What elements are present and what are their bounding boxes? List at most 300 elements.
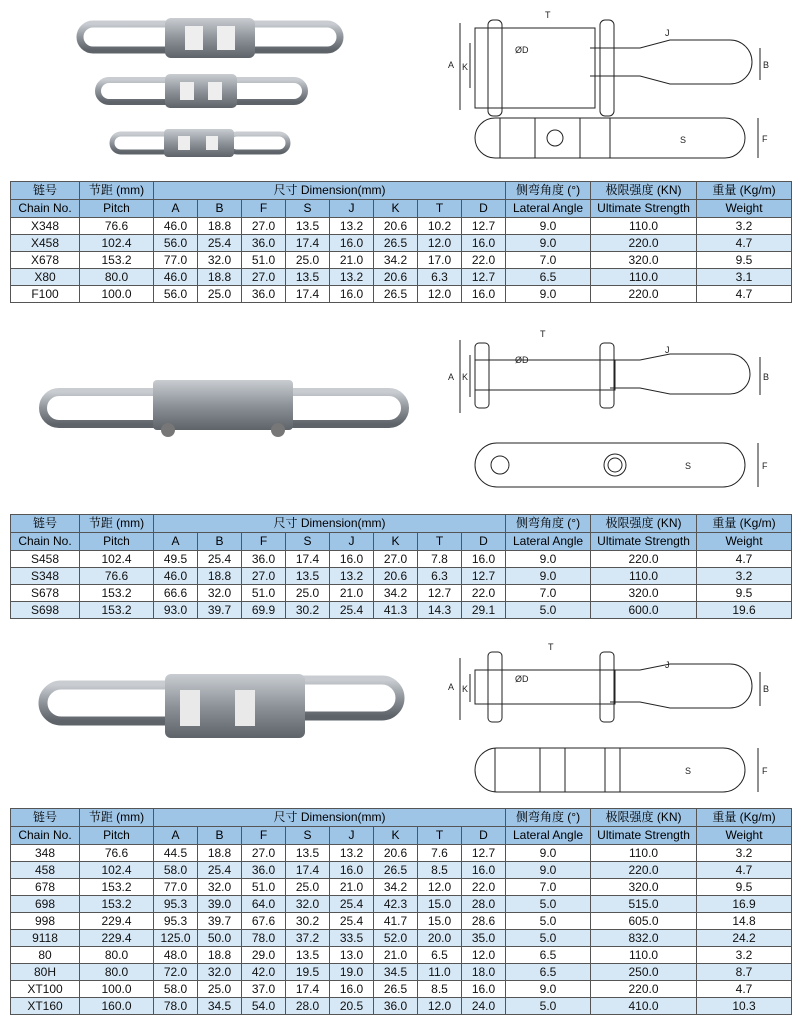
value-cell: 36.0 [242,862,286,879]
label-s: S [680,135,687,145]
value-cell: 100.0 [80,981,154,998]
value-cell: 3.2 [697,568,792,585]
header-chain-cn: 链号 [11,182,80,200]
table-row [11,551,792,568]
label-b: B [763,60,770,70]
chain-no-cell: 80 [11,947,80,964]
value-cell: 600.0 [591,602,697,619]
value-cell: 220.0 [591,981,697,998]
header-col-d: D [462,827,506,845]
value-cell: 19.0 [330,964,374,981]
value-cell: 16.0 [462,551,506,568]
header-col-f: F [242,200,286,218]
label-a: A [448,60,455,70]
value-cell: 22.0 [462,252,506,269]
value-cell: 12.7 [462,269,506,286]
label-k: K [462,62,469,72]
label-j: J [665,660,670,670]
value-cell: 5.0 [506,913,591,930]
spec-table-x-series [10,181,792,303]
value-cell: 14.8 [697,913,792,930]
value-cell: 20.6 [374,269,418,286]
chain-link-large [80,18,340,58]
label-t: T [540,329,546,339]
value-cell: 320.0 [591,585,697,602]
value-cell: 6.5 [506,947,591,964]
spec-table-standard-series [10,808,792,1015]
chain-link-standard [43,674,400,738]
value-cell: 18.8 [198,218,242,235]
value-cell: 80.0 [80,964,154,981]
header-dimension: 尺寸 Dimension(mm) [154,515,506,533]
value-cell: 66.6 [154,585,198,602]
value-cell: 160.0 [80,998,154,1015]
header-dimension: 尺寸 Dimension(mm) [154,182,506,200]
label-j: J [665,28,670,38]
header-col-t: T [418,533,462,551]
value-cell: 49.5 [154,551,198,568]
value-cell: 110.0 [591,947,697,964]
value-cell: 76.6 [80,845,154,862]
value-cell: 832.0 [591,930,697,947]
value-cell: 19.5 [286,964,330,981]
value-cell: 410.0 [591,998,697,1015]
value-cell: 19.6 [697,602,792,619]
value-cell: 18.8 [198,269,242,286]
label-k: K [462,684,469,694]
header-pitch-en: Pitch [80,200,154,218]
header-weight-cn: 重量 (Kg/m) [697,515,792,533]
header-chain-cn: 链号 [11,515,80,533]
technical-drawing-s-series [440,325,775,495]
value-cell: 10.3 [697,998,792,1015]
value-cell: 13.2 [330,845,374,862]
value-cell: 16.0 [330,551,374,568]
header-pitch-cn: 节距 (mm) [80,182,154,200]
chain-no-cell: 698 [11,896,80,913]
value-cell: 69.9 [242,602,286,619]
label-f: F [762,461,768,471]
value-cell: 26.5 [374,981,418,998]
value-cell: 18.8 [198,845,242,862]
technical-drawing-x-series [440,8,775,170]
header-pitch-cn: 节距 (mm) [80,515,154,533]
value-cell: 18.0 [462,964,506,981]
value-cell: 4.7 [697,235,792,252]
label-b: B [763,372,770,382]
value-cell: 6.5 [506,269,591,286]
header-col-t: T [418,827,462,845]
value-cell: 9.5 [697,252,792,269]
value-cell: 12.7 [462,845,506,862]
value-cell: 27.0 [242,269,286,286]
chain-no-cell: F100 [11,286,80,303]
value-cell: 58.0 [154,862,198,879]
table-row [11,252,792,269]
value-cell: 18.8 [198,568,242,585]
value-cell: 110.0 [591,845,697,862]
value-cell: 21.0 [330,879,374,896]
value-cell: 9.5 [697,585,792,602]
label-a: A [448,372,455,382]
value-cell: 320.0 [591,879,697,896]
chain-photo-standard-series [35,660,415,770]
header-dimension: 尺寸 Dimension(mm) [154,809,506,827]
value-cell: 27.0 [242,568,286,585]
value-cell: 7.8 [418,551,462,568]
value-cell: 72.0 [154,964,198,981]
value-cell: 54.0 [242,998,286,1015]
header-strength-cn: 极限强度 (KN) [591,182,697,200]
value-cell: 35.0 [462,930,506,947]
value-cell: 153.2 [80,896,154,913]
value-cell: 26.5 [374,235,418,252]
value-cell: 17.4 [286,286,330,303]
value-cell: 34.5 [374,964,418,981]
value-cell: 44.5 [154,845,198,862]
value-cell: 16.0 [462,235,506,252]
value-cell: 13.5 [286,218,330,235]
label-s: S [685,461,692,471]
chain-no-cell: 348 [11,845,80,862]
value-cell: 13.5 [286,568,330,585]
value-cell: 16.0 [462,286,506,303]
value-cell: 25.0 [286,585,330,602]
value-cell: 9.0 [506,551,591,568]
table-row [11,998,792,1015]
value-cell: 30.2 [286,913,330,930]
value-cell: 21.0 [330,252,374,269]
value-cell: 6.3 [418,269,462,286]
header-col-j: J [330,200,374,218]
value-cell: 28.0 [462,896,506,913]
chain-no-cell: 80H [11,964,80,981]
value-cell: 25.0 [286,879,330,896]
value-cell: 51.0 [242,252,286,269]
label-k: K [462,372,469,382]
header-col-j: J [330,827,374,845]
value-cell: 34.5 [198,998,242,1015]
header-col-a: A [154,200,198,218]
value-cell: 515.0 [591,896,697,913]
value-cell: 153.2 [80,585,154,602]
technical-drawing-standard-series [440,640,775,800]
value-cell: 32.0 [198,585,242,602]
chain-no-cell: X348 [11,218,80,235]
value-cell: 77.0 [154,252,198,269]
value-cell: 37.0 [242,981,286,998]
header-pitch-en: Pitch [80,827,154,845]
chain-no-cell: S678 [11,585,80,602]
value-cell: 4.7 [697,862,792,879]
header-col-d: D [462,200,506,218]
value-cell: 17.4 [286,235,330,252]
value-cell: 41.3 [374,602,418,619]
header-col-b: B [198,827,242,845]
table-row [11,913,792,930]
chain-link-small [112,129,288,157]
chain-no-cell: XT160 [11,998,80,1015]
value-cell: 56.0 [154,286,198,303]
value-cell: 110.0 [591,568,697,585]
label-d: ØD [515,355,529,365]
header-chain-en: Chain No. [11,827,80,845]
value-cell: 20.5 [330,998,374,1015]
value-cell: 13.2 [330,568,374,585]
value-cell: 153.2 [80,879,154,896]
value-cell: 7.6 [418,845,462,862]
header-col-b: B [198,200,242,218]
value-cell: 16.0 [330,981,374,998]
table-row [11,862,792,879]
value-cell: 95.3 [154,896,198,913]
value-cell: 12.0 [418,879,462,896]
value-cell: 9.0 [506,981,591,998]
value-cell: 80.0 [80,947,154,964]
value-cell: 125.0 [154,930,198,947]
value-cell: 76.6 [80,568,154,585]
value-cell: 32.0 [198,252,242,269]
value-cell: 14.3 [418,602,462,619]
label-b: B [763,684,770,694]
value-cell: 320.0 [591,252,697,269]
chain-photo-s-series [35,368,415,458]
table-row [11,585,792,602]
value-cell: 29.0 [242,947,286,964]
value-cell: 24.2 [697,930,792,947]
header-weight-cn: 重量 (Kg/m) [697,809,792,827]
value-cell: 9.5 [697,879,792,896]
header-col-a: A [154,827,198,845]
value-cell: 27.0 [242,845,286,862]
value-cell: 25.4 [330,602,374,619]
value-cell: 80.0 [80,269,154,286]
value-cell: 17.4 [286,551,330,568]
value-cell: 9.0 [506,862,591,879]
value-cell: 13.0 [330,947,374,964]
header-col-k: K [374,200,418,218]
value-cell: 29.1 [462,602,506,619]
value-cell: 153.2 [80,252,154,269]
header-angle-en: Lateral Angle [506,827,591,845]
value-cell: 18.8 [198,947,242,964]
value-cell: 25.4 [198,862,242,879]
chain-no-cell: 9118 [11,930,80,947]
value-cell: 6.5 [506,964,591,981]
header-strength-en: Ultimate Strength [591,533,697,551]
value-cell: 8.5 [418,981,462,998]
label-d: ØD [515,45,529,55]
header-pitch-cn: 节距 (mm) [80,809,154,827]
header-col-j: J [330,533,374,551]
value-cell: 46.0 [154,269,198,286]
value-cell: 20.6 [374,568,418,585]
value-cell: 20.0 [418,930,462,947]
value-cell: 58.0 [154,981,198,998]
header-col-a: A [154,533,198,551]
spec-table-s-series [10,514,792,619]
chain-no-cell: X458 [11,235,80,252]
chain-link-s [43,380,405,437]
value-cell: 36.0 [242,286,286,303]
header-angle-en: Lateral Angle [506,533,591,551]
value-cell: 3.1 [697,269,792,286]
value-cell: 12.7 [462,568,506,585]
value-cell: 46.0 [154,568,198,585]
value-cell: 37.2 [286,930,330,947]
label-f: F [762,134,768,144]
label-a: A [448,682,455,692]
header-col-k: K [374,533,418,551]
value-cell: 6.5 [418,947,462,964]
value-cell: 12.0 [418,998,462,1015]
value-cell: 39.0 [198,896,242,913]
value-cell: 25.4 [198,551,242,568]
header-col-k: K [374,827,418,845]
value-cell: 3.2 [697,947,792,964]
header-col-t: T [418,200,462,218]
header-angle-cn: 侧弯角度 (°) [506,182,591,200]
header-weight-en: Weight [697,827,792,845]
table-row [11,845,792,862]
header-chain-en: Chain No. [11,533,80,551]
value-cell: 56.0 [154,235,198,252]
value-cell: 9.0 [506,568,591,585]
header-col-f: F [242,827,286,845]
value-cell: 21.0 [330,585,374,602]
value-cell: 34.2 [374,585,418,602]
label-s: S [685,766,692,776]
value-cell: 4.7 [697,551,792,568]
value-cell: 17.0 [418,252,462,269]
value-cell: 10.2 [418,218,462,235]
chain-no-cell: X80 [11,269,80,286]
header-chain-en: Chain No. [11,200,80,218]
value-cell: 42.3 [374,896,418,913]
table-row [11,568,792,585]
value-cell: 34.2 [374,879,418,896]
value-cell: 6.3 [418,568,462,585]
value-cell: 26.5 [374,286,418,303]
header-weight-en: Weight [697,200,792,218]
header-col-f: F [242,533,286,551]
header-angle-en: Lateral Angle [506,200,591,218]
value-cell: 5.0 [506,930,591,947]
value-cell: 36.0 [374,998,418,1015]
value-cell: 28.6 [462,913,506,930]
value-cell: 39.7 [198,602,242,619]
value-cell: 95.3 [154,913,198,930]
value-cell: 102.4 [80,551,154,568]
header-strength-en: Ultimate Strength [591,827,697,845]
value-cell: 12.0 [418,286,462,303]
value-cell: 21.0 [374,947,418,964]
value-cell: 110.0 [591,218,697,235]
chain-no-cell: 678 [11,879,80,896]
value-cell: 22.0 [462,585,506,602]
value-cell: 25.0 [286,252,330,269]
value-cell: 12.7 [462,218,506,235]
value-cell: 4.7 [697,286,792,303]
value-cell: 20.6 [374,845,418,862]
value-cell: 12.0 [418,235,462,252]
value-cell: 25.4 [198,235,242,252]
value-cell: 50.0 [198,930,242,947]
header-col-s: S [286,533,330,551]
value-cell: 229.4 [80,913,154,930]
value-cell: 41.7 [374,913,418,930]
table-row [11,981,792,998]
value-cell: 77.0 [154,879,198,896]
value-cell: 15.0 [418,896,462,913]
value-cell: 9.0 [506,218,591,235]
value-cell: 48.0 [154,947,198,964]
value-cell: 13.5 [286,947,330,964]
value-cell: 13.2 [330,269,374,286]
value-cell: 3.2 [697,845,792,862]
value-cell: 34.2 [374,252,418,269]
table-row [11,947,792,964]
header-col-d: D [462,533,506,551]
value-cell: 27.0 [374,551,418,568]
value-cell: 16.0 [330,286,374,303]
table-row [11,896,792,913]
value-cell: 16.0 [330,862,374,879]
value-cell: 16.0 [462,862,506,879]
chain-no-cell: S348 [11,568,80,585]
value-cell: 605.0 [591,913,697,930]
value-cell: 100.0 [80,286,154,303]
table-row [11,269,792,286]
label-d: ØD [515,674,529,684]
value-cell: 76.6 [80,218,154,235]
label-f: F [762,766,768,776]
value-cell: 93.0 [154,602,198,619]
value-cell: 5.0 [506,896,591,913]
label-t: T [548,642,554,652]
header-weight-cn: 重量 (Kg/m) [697,182,792,200]
value-cell: 9.0 [506,235,591,252]
value-cell: 13.5 [286,845,330,862]
value-cell: 25.0 [198,286,242,303]
value-cell: 7.0 [506,585,591,602]
table-row [11,286,792,303]
value-cell: 110.0 [591,269,697,286]
value-cell: 51.0 [242,585,286,602]
chain-no-cell: XT100 [11,981,80,998]
table-row [11,235,792,252]
label-j: J [665,345,670,355]
value-cell: 7.0 [506,252,591,269]
value-cell: 102.4 [80,235,154,252]
value-cell: 5.0 [506,602,591,619]
chain-link-medium [98,74,305,108]
value-cell: 32.0 [286,896,330,913]
value-cell: 24.0 [462,998,506,1015]
value-cell: 12.0 [462,947,506,964]
value-cell: 13.2 [330,218,374,235]
value-cell: 78.0 [154,998,198,1015]
value-cell: 25.0 [198,981,242,998]
value-cell: 8.5 [418,862,462,879]
table-row [11,602,792,619]
value-cell: 153.2 [80,602,154,619]
value-cell: 22.0 [462,879,506,896]
value-cell: 13.5 [286,269,330,286]
chain-photo-x-series [60,10,360,170]
value-cell: 7.0 [506,879,591,896]
value-cell: 36.0 [242,551,286,568]
